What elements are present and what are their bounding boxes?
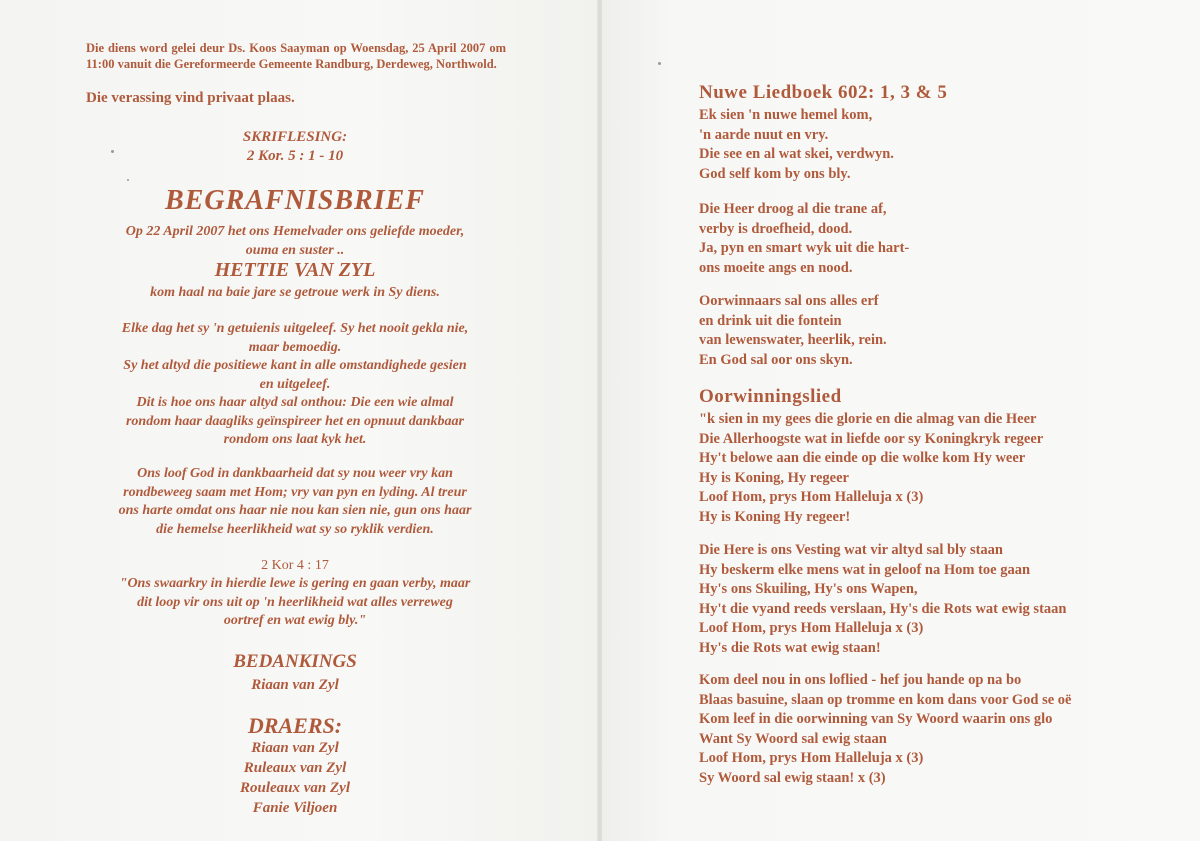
song-verse-1: [699, 410, 1043, 527]
tribute-line: Elke dag het sy 'n getuienis uitgeleef. Sy het nooit gekla nie,: [121, 321, 469, 336]
song-line: "k sien in my gees die glorie en die almag van die Heer: [699, 411, 1037, 427]
hymn-line: En God sal oor ons skyn.: [699, 351, 853, 368]
service-details: Die diens word gelei deur Ds. Koos Saayman op Woensdag, 25 April 2007 om 11:00 vanuit die Gereformeerde Gemeente Randburg, Derdeweg, Northwold.: [86, 41, 506, 71]
hymn-line: Die see en al wat skei, verdwyn.: [699, 146, 894, 162]
bearer-name: Ruleaux van Zyl: [243, 760, 347, 776]
scripture-reference: 2 Kor. 5 : 1 - 10: [246, 148, 344, 164]
tribute-line: rondom ons laat kyk het.: [223, 432, 367, 447]
song-line: Kom deel nou in ons loflied - hef jou hande op na bo: [699, 672, 1022, 688]
announcement: [90, 223, 500, 260]
bearers-heading: DRAERS:: [247, 713, 343, 738]
hymn-line: Die Heer droog al die trane af,: [699, 201, 887, 217]
hymn-title: Nuwe Liedboek 602: 1, 3 & 5: [699, 82, 948, 103]
tribute-line: maar bemoedig.: [248, 339, 342, 355]
tribute-line: Sy het altyd die positiewe kant in alle omstandighede gesien: [123, 358, 467, 373]
verse-line: dit loop vir ons uit op 'n heerlikheid wat alles verreweg: [137, 594, 453, 610]
song-line: Loof Hom, prys Hom Halleluja x (3): [699, 620, 924, 636]
private-cremation-note: Die verassing vind privaat plaas.: [86, 90, 295, 106]
hymn-line: ons moeite angs en nood.: [699, 259, 853, 276]
document-title: BEGRAFNISBRIEF: [165, 185, 425, 216]
tribute-line: die hemelse heerlikheid wat sy so ryklik verdien.: [156, 521, 434, 537]
song-line: Loof Hom, prys Hom Halleluja x (3): [699, 750, 924, 766]
bearer-name: Rouleaux van Zyl: [239, 780, 350, 796]
tribute-line: ons harte omdat ons haar nie nou kan sien nie, gun ons haar: [118, 503, 472, 518]
verse-line: oortref en wat ewig bly.": [223, 613, 367, 628]
song-title: Oorwinningslied: [699, 386, 842, 407]
hymn-line: God self kom by ons bly.: [699, 165, 851, 182]
left-page: [0, 0, 598, 841]
song-line: Hy is Koning Hy regeer!: [699, 508, 851, 525]
paper-speck: [127, 179, 129, 181]
bearers-list: [90, 738, 500, 818]
tribute-line: rondbeweeg saam met Hom; vry van pyn en lyding. Al treur: [123, 484, 467, 500]
tribute-line: en uitgeleef.: [259, 376, 331, 392]
right-page: [602, 0, 1200, 841]
thanks-name: Riaan van Zyl: [251, 677, 339, 693]
scripture-reading: [90, 128, 500, 166]
song-line: Want Sy Woord sal ewig staan: [699, 730, 887, 747]
tribute-line: Ons loof God in dankbaarheid dat sy nou weer vry kan: [137, 466, 453, 481]
verse-quote: [90, 575, 500, 631]
song-line: Hy is Koning, Hy regeer: [699, 469, 849, 486]
verse-line: "Ons swaarkry in hierdie lewe is gering en gaan verby, maar: [119, 576, 471, 591]
hymn-line: Oorwinnaars sal ons alles erf: [699, 293, 879, 309]
bearer-name: Riaan van Zyl: [251, 740, 339, 756]
tribute-line: rondom haar daagliks geïnspireer het en opnuut dankbaar: [125, 413, 464, 429]
hymn-verse-1: [699, 106, 894, 184]
hymn-verse-2: [699, 200, 909, 278]
tribute-paragraph-1: [90, 320, 500, 450]
paper-speck: [111, 150, 114, 153]
song-line: Blaas basuine, slaan op tromme en kom dans voor God se oë: [699, 691, 1072, 708]
paper-speck: [658, 62, 661, 65]
hymn-line: en drink uit die fontein: [699, 312, 842, 329]
song-line: Loof Hom, prys Hom Halleluja x (3): [699, 489, 924, 505]
song-line: Die Here is ons Vesting wat vir altyd sal bly staan: [699, 542, 1003, 558]
hymn-verse-3: [699, 292, 887, 370]
deceased-name: HETTIE VAN ZYL: [214, 259, 376, 281]
scripture-heading: SKRIFLESING:: [242, 129, 348, 145]
called-home-line: kom haal na baie jare se getroue werk in Sy diens.: [150, 285, 440, 300]
hymn-line: verby is droefheid, dood.: [699, 220, 853, 237]
announcement-line: ouma en suster ..: [245, 242, 345, 258]
tribute-paragraph-2: [90, 465, 500, 539]
tribute-line: Dit is hoe ons haar altyd sal onthou: Die een wie almal: [136, 395, 454, 410]
verse-reference: 2 Kor 4 : 17: [261, 558, 329, 573]
hymn-line: 'n aarde nuut en vry.: [699, 126, 829, 143]
song-line: Die Allerhoogste wat in liefde oor sy Koningkryk regeer: [699, 430, 1044, 447]
song-verse-3: [699, 671, 1071, 788]
song-line: Kom leef in die oorwinning van Sy Woord waarin ons glo: [699, 711, 1053, 727]
hymn-line: Ek sien 'n nuwe hemel kom,: [699, 107, 873, 123]
thanks-heading: BEDANKINGS: [233, 651, 357, 672]
song-line: Hy's die Rots wat ewig staan!: [699, 639, 881, 656]
song-line: Hy't die vyand reeds verslaan, Hy's die Rots wat ewig staan: [699, 600, 1067, 617]
hymn-line: van lewenswater, heerlik, rein.: [699, 332, 887, 348]
bearer-name: Fanie Viljoen: [252, 800, 338, 816]
song-line: Hy beskerm elke mens wat in geloof na Hom toe gaan: [699, 561, 1031, 578]
song-line: Sy Woord sal ewig staan! x (3): [699, 769, 886, 786]
announcement-line: Op 22 April 2007 het ons Hemelvader ons geliefde moeder,: [125, 224, 465, 239]
hymn-line: Ja, pyn en smart wyk uit die hart-: [699, 240, 910, 256]
song-line: Hy't belowe aan die einde op die wolke kom Hy weer: [699, 450, 1026, 466]
song-verse-2: [699, 541, 1066, 658]
song-line: Hy's ons Skuiling, Hy's ons Wapen,: [699, 581, 918, 597]
